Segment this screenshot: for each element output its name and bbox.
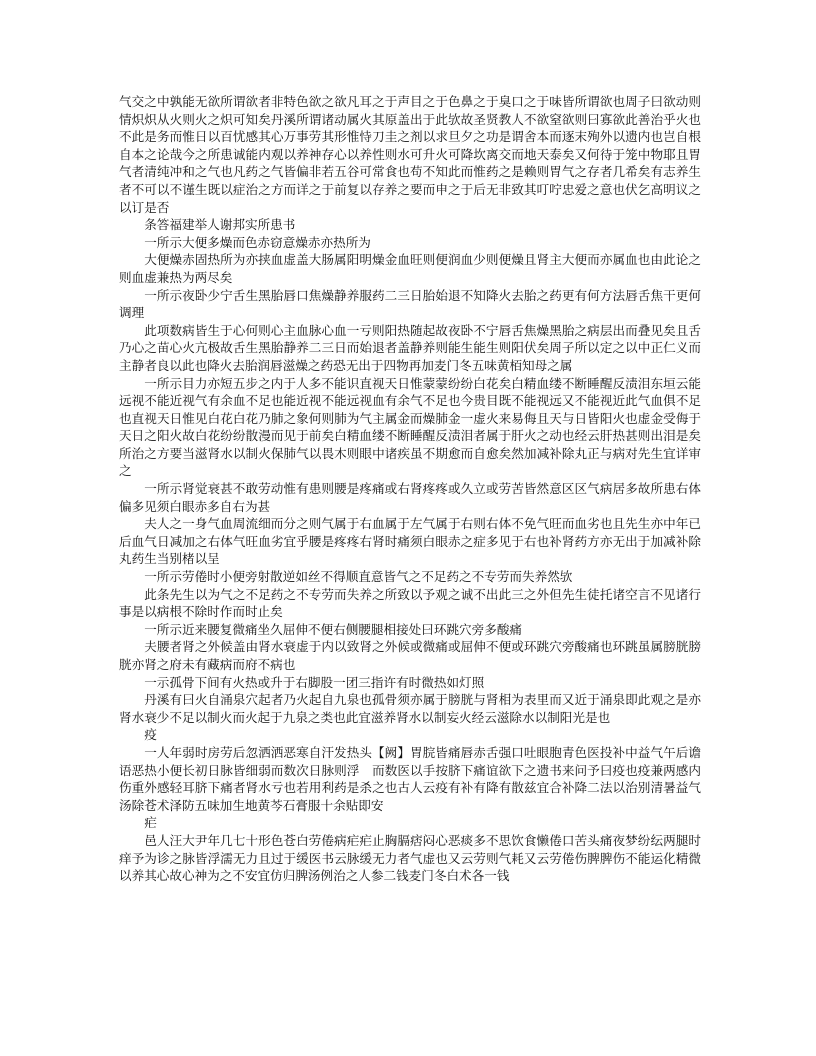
body-paragraph: 气交之中孰能无欲所谓欲者非特色欲之欲凡耳之于声目之于色鼻之于臭口之于味皆所谓欲也周子曰欲动则情炽炽从火则火之炽可知矣丹溪所谓诸动属火其原盖出于此欤故圣贤教人不欲窒欲则曰寡欲此善治乎火也不此是务而惟日以百忧感其心万事劳其形惟恃刀圭之剂以求旦夕之功是谓舍本而逐末殉外以遗内也岂自根自本之论哉今之所患诚能内观以养神存心以养性则水可升火可降坎离交而地天泰矣又何待于笼中物耶且胃气者清纯冲和之气也凡药之气皆偏非若五谷可常食也苟不知此而惟药之是赖则胃气之存者几希矣有志养生者不可以不谨生既以症治之方而详之于前复以存养之要而申之于后无非致其叮咛忠爱之意也伏乞高明议之以订是否 xyxy=(119,94,701,215)
body-paragraph: 夫腰者肾之外候盖由肾水衰虚于内以致肾之外候或微痛或屈伸不便或环跳穴旁酸痛也环跳虽属膀胱膀胱亦肾之府未有藏病而府不病也 xyxy=(119,639,701,672)
body-paragraph: 丹溪有曰火自涌泉穴起者乃火起自九泉也孤骨须亦属于膀胱与肾相为表里而又近于涌泉即此观之是亦肾水衰少不足以制火而火起于九泉之类也此宜滋养肾水以制妄火经云滋除水以制阳光是也 xyxy=(119,692,701,725)
section-heading: 条答福建举人谢邦实所患书 xyxy=(144,217,296,233)
body-paragraph: 一所示夜卧少宁舌生黑胎唇口焦燥静养服药二三日胎始退不知降火去胎之药更有何方法唇舌焦干更何调理 xyxy=(119,287,701,321)
body-paragraph: 一所示肾觉衰甚不敢劳动惟有患则腰是疼痛或右肾疼疼或久立或劳苦皆然意区区气病居多故所患右体偏多见须白眼赤多自右为甚 xyxy=(119,481,701,514)
body-paragraph: 一所示近来腰复微痛坐久屈伸不便右侧腰腿相接处曰环跳穴旁多酸痛 xyxy=(144,621,522,637)
body-paragraph: 一所示目力亦短五步之内于人多不能识直视天日惟蒙蒙纷纷白花矣白精血缕不断睡醒反渍泪东垣云能远视不能近视气有余血不足也能近视不能远视血有余气不足也今贵目既不能视远又不能视近此气血俱不足也直视天日惟见白花白花乃肺之象何则肺为气主属金而燥肺金一虚火来易侮且天与日皆阳火也虚金受侮于天日之阳火故白花纷纷散漫而见于前矣白精血缕不断睡醒反渍泪者属于肝火之动也经云肝热甚则出泪是矣所治之方要当滋肾水以制火保肺气以畏木则眼中诸疾虽不期愈而自愈矣然加减补除丸正与病对先生宜详审之 xyxy=(119,375,701,479)
section-heading: 疫 xyxy=(144,727,157,743)
section-heading: 疟 xyxy=(144,815,157,831)
body-paragraph: 此条先生以为气之不足药之不专劳而失养之所致以予观之诚不出此三之外但先生徒托诸空言不见诸行事是以病根不除时作而时止矣 xyxy=(119,586,701,620)
body-paragraph: 一所示劳倦时小便旁射散逆如丝不得顺直意皆气之不足药之不专劳而失养然欤 xyxy=(144,569,573,585)
section-heading: 一所示大便多燥而色赤窃意燥赤亦热所为 xyxy=(144,234,371,250)
body-paragraph: 此项数病皆生于心何则心主血脉心血一亏则阳热随起故夜卧不宁唇舌焦燥黑胎之病层出而叠见矣且舌乃心之苗心火亢极故舌生黑胎静养二三日而始退者盖静养则能生能生则阳伏矣周子所以定之以中正仁义而主静者良以此也降火去胎润唇滋燥之药恐无出于四物再加麦门冬五味黄栢知母之属 xyxy=(119,322,701,373)
body-paragraph: 一人年弱时房劳后忽洒洒恶寒自汗发热头【阙】胃脘皆痛唇赤舌强口吐眼胞青色医投补中益气午后谵语恶热小便长初日脉皆细弱而数次日脉则浮 而数医以手按脐下痛谊欲下之遗书来问予曰疫也疫兼两感内伤重外感轻耳脐下痛者肾水亏也若用利药是杀之也古人云疫有补有降有散兹宜合补降二法以治别清暑益气汤除苍术泽防五味加生地黄芩石膏服十余贴即安 xyxy=(119,744,701,813)
body-paragraph: 夫人之一身气血周流细而分之则气属于右血属于左气属于右则右体不免气旺而血劣也且先生亦中年已后血气日减加之右体气旺血劣宜乎腰是疼疼右肾时痛须白眼赤之症多见于右也补肾药方亦无出于加减补除丸药生当别楮以呈 xyxy=(119,516,701,567)
document-page xyxy=(119,93,701,885)
body-paragraph: 邑人汪大尹年几七十形色苍白劳倦病疟疟止胸膈痞闷心恶痰多不思饮食懒倦口苦头痛夜梦纷纭两腿时痒予为诊之脉皆浮濡无力且过于缓医书云脉缓无力者气虚也又云劳则气耗又云劳倦伤脾脾伤不能运化精微以养其心故心神为之不安宜仿归脾汤例治之人参二钱麦门冬白术各一钱 xyxy=(119,832,701,884)
body-paragraph: 一示孤骨下间有火热或升于右脚股一团三指许有时微热如灯照 xyxy=(144,674,485,690)
body-paragraph: 大便燥赤固热所为亦挟血虚盖大肠属阳明燥金血旺则便润血少则便燥且肾主大便而亦属血也由此论之则血虚兼热为两尽矣 xyxy=(119,252,701,285)
